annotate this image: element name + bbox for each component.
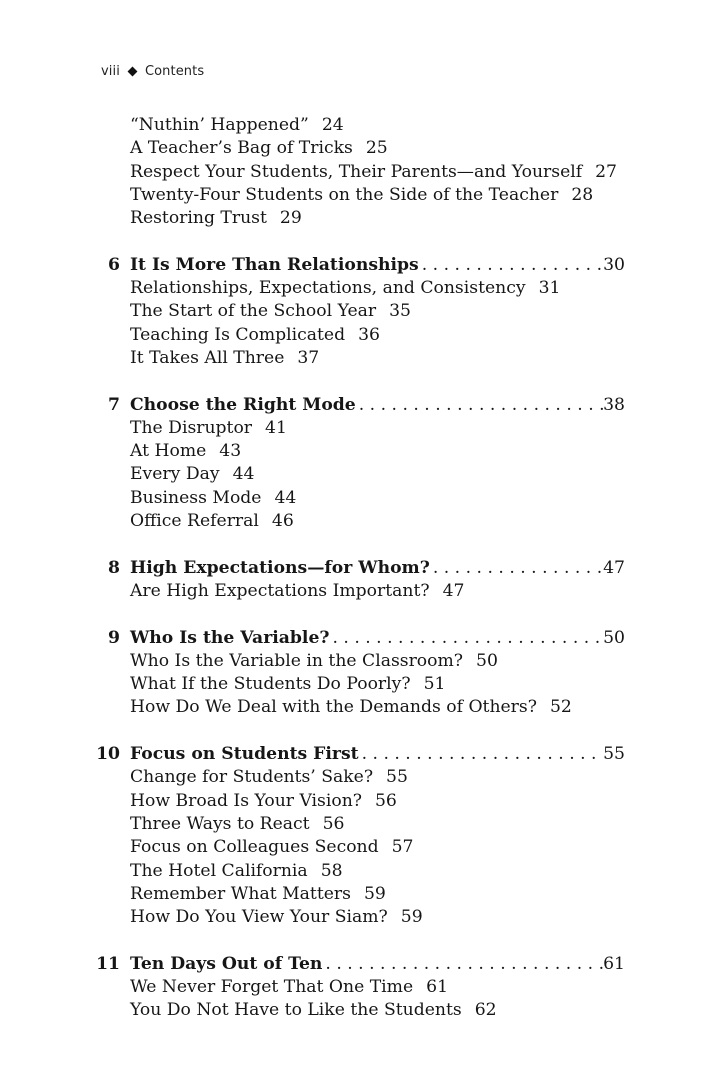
- toc-section-entry: [95, 836, 625, 859]
- section-title: Change for Students’ Sake?: [130, 767, 374, 788]
- dot-leader: [329, 627, 603, 650]
- section-page: 37: [297, 347, 320, 368]
- toc-section-entry: [95, 184, 625, 207]
- chapter-title: It Is More Than Relationships: [130, 254, 419, 275]
- chapter-title: Who Is the Variable?: [130, 627, 330, 648]
- toc-section-entry: [95, 673, 625, 696]
- section-title: What If the Students Do Poorly?: [130, 674, 411, 695]
- section-page: 44: [274, 487, 297, 508]
- toc-section-entry: [95, 976, 625, 999]
- chapter-page: 50: [603, 627, 625, 648]
- toc-chapter-entry: [95, 557, 625, 580]
- dot-leader: [322, 953, 603, 976]
- toc-chapter-entry: [95, 394, 625, 417]
- toc-section-entry: [95, 650, 625, 673]
- toc-section-entry: [95, 440, 625, 463]
- chapter-title: Focus on Students First: [130, 744, 359, 765]
- section-title: Relationships, Expectations, and Consistency: [130, 278, 526, 299]
- chapter-title: High Expectations—for Whom?: [130, 557, 430, 578]
- section-title: We Never Forget That One Time: [130, 976, 414, 997]
- running-head-section: Contents: [144, 64, 205, 79]
- section-page: 59: [363, 883, 386, 904]
- toc-section-entry: [95, 999, 625, 1022]
- toc-section-entry: [95, 860, 625, 883]
- dot-leader: [359, 743, 604, 766]
- section-title: Business Mode: [130, 487, 262, 508]
- chapter-page: 30: [603, 254, 625, 275]
- toc-section-entry: [95, 324, 625, 347]
- toc-section-entry: [95, 161, 625, 184]
- toc-section-entry: [95, 207, 625, 230]
- section-page: 62: [474, 1000, 497, 1021]
- section-page: 28: [571, 184, 594, 205]
- toc-chapter-entry: [95, 627, 625, 650]
- chapter-page: 61: [603, 953, 625, 974]
- toc-section-entry: [95, 137, 625, 160]
- section-page: 55: [386, 767, 408, 788]
- section-page: 61: [426, 976, 449, 997]
- toc-chapter-entry: [95, 254, 625, 277]
- chapter-page: 47: [603, 557, 625, 578]
- section-title: “Nuthin’ Happened”: [130, 115, 309, 135]
- chapter-title: Choose the Right Mode: [130, 394, 356, 415]
- section-title: Teaching Is Complicated: [130, 324, 346, 345]
- toc-chapter-entry: [95, 953, 625, 976]
- section-page: 47: [442, 580, 465, 601]
- section-title: The Disruptor: [130, 417, 253, 438]
- chapter-number: 9: [108, 627, 120, 648]
- toc-section-entry: [95, 510, 625, 533]
- chapter-number: 7: [108, 394, 120, 415]
- section-title: How Broad Is Your Vision?: [130, 790, 362, 811]
- toc-section-entry: [95, 906, 625, 929]
- section-page: 51: [423, 674, 446, 695]
- section-page: 56: [322, 813, 345, 834]
- chapter-page: 38: [603, 394, 625, 415]
- running-head: [101, 64, 204, 79]
- section-title: You Do Not Have to Like the Students: [130, 1000, 462, 1021]
- section-page: 52: [549, 697, 572, 718]
- toc-section-entry: [95, 277, 625, 300]
- toc-section-entry: [95, 696, 625, 719]
- section-page: 46: [271, 511, 294, 532]
- folio-number: viii: [101, 64, 120, 79]
- section-title: Three Ways to React: [130, 813, 310, 834]
- section-page: 24: [321, 115, 344, 135]
- section-title: The Start of the School Year: [130, 301, 377, 322]
- section-page: 56: [375, 790, 397, 811]
- section-title: Who Is the Variable in the Classroom?: [130, 650, 464, 671]
- section-title: It Takes All Three: [130, 347, 285, 368]
- section-title: How Do You View Your Siam?: [130, 907, 388, 928]
- section-page: 25: [365, 138, 388, 159]
- chapter-number: 8: [108, 557, 120, 578]
- dot-leader: [430, 557, 603, 580]
- dot-leader: [356, 394, 603, 417]
- toc-section-entry: [95, 766, 625, 789]
- table-of-contents: [95, 114, 625, 1023]
- toc-section-entry: [95, 813, 625, 836]
- section-page: 44: [232, 464, 255, 485]
- section-page: 29: [279, 208, 302, 229]
- diamond-icon: [127, 67, 137, 77]
- toc-section-entry: [95, 487, 625, 510]
- toc-section-entry: [95, 114, 625, 137]
- toc-section-entry: [95, 300, 625, 323]
- section-page: 31: [538, 278, 561, 299]
- section-title: Restoring Trust: [130, 208, 267, 229]
- section-title: A Teacher’s Bag of Tricks: [130, 138, 353, 159]
- section-page: 41: [265, 417, 287, 438]
- section-page: 59: [400, 907, 423, 928]
- section-page: 27: [595, 161, 617, 182]
- toc-section-entry: [95, 883, 625, 906]
- section-page: 58: [320, 860, 343, 881]
- section-title: Remember What Matters: [130, 883, 351, 904]
- toc-section-entry: [95, 347, 625, 370]
- section-page: 36: [358, 324, 380, 345]
- section-title: Respect Your Students, Their Parents—and Yourself: [130, 161, 583, 182]
- section-title: Are High Expectations Important?: [130, 580, 430, 601]
- section-title: How Do We Deal with the Demands of Others?: [130, 697, 537, 718]
- toc-section-entry: [95, 790, 625, 813]
- chapter-number: 6: [108, 254, 120, 275]
- section-title: Twenty-Four Students on the Side of the Teacher: [130, 184, 559, 205]
- chapter-page: 55: [603, 744, 625, 765]
- chapter-number: 10: [96, 744, 120, 765]
- toc-section-entry: [95, 417, 625, 440]
- toc-chapter-entry: [95, 743, 625, 766]
- section-title: Office Referral: [130, 511, 259, 532]
- toc-section-entry: [95, 580, 625, 603]
- toc-section-entry: [95, 463, 625, 486]
- dot-leader: [419, 254, 603, 277]
- section-title: Focus on Colleagues Second: [130, 837, 379, 858]
- section-page: 57: [391, 837, 414, 858]
- section-page: 43: [219, 441, 242, 462]
- section-page: 35: [389, 301, 411, 322]
- section-title: At Home: [130, 441, 207, 462]
- section-title: Every Day: [130, 464, 220, 485]
- chapter-number: 11: [96, 953, 120, 974]
- section-title: The Hotel California: [130, 860, 308, 881]
- chapter-title: Ten Days Out of Ten: [130, 953, 323, 974]
- section-page: 50: [476, 650, 498, 671]
